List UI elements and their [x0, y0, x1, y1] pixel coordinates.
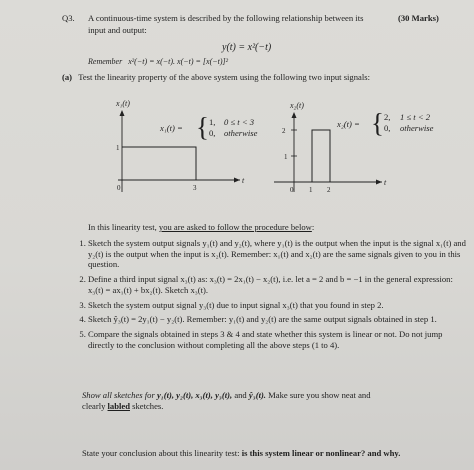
- x1-t-label: t: [242, 176, 245, 185]
- remember-label: Remember: [88, 57, 123, 66]
- x1-xtick-0: 0: [117, 184, 121, 192]
- x2-definition-lhs: x₂(t) =: [337, 119, 360, 129]
- question-marks: (30 Marks): [398, 13, 439, 23]
- x1-definition-lhs: x₁(t) =: [160, 123, 183, 133]
- part-a-label: (a): [62, 72, 73, 82]
- x1-t-axis-arrow: [234, 178, 240, 183]
- x2-ytick-2: 2: [282, 127, 286, 135]
- x2-axis-label: x₂(t): [290, 101, 304, 110]
- system-equation: y(t) = x²(−t): [222, 42, 272, 53]
- x2-amplitude-axis-arrow: [292, 112, 297, 118]
- x2-xtick-1: 1: [309, 186, 313, 194]
- x1-xtick-3: 3: [193, 184, 197, 192]
- procedure-step: 1. Sketch the system output signals y₁(t) and y₂(t), where y₁(t) is the output when the input is the signal x₁(t) and y₂(t) is the output when the input is x₂(t). Remember: x₁(t) and x₂(t) are the same signals given to you in this question.: [88, 238, 468, 270]
- x1-pulse: [122, 147, 196, 180]
- x2-ytick-1: 1: [284, 153, 288, 161]
- x2-case1-value: 2,: [384, 112, 391, 122]
- procedure-step: 4. Sketch ŷ₃(t) = 2y₁(t) − y₂(t). Remember: y₁(t) and y₂(t) are the same output signals obtained in step 1.: [88, 314, 468, 325]
- x2-xtick-2: 2: [327, 186, 331, 194]
- x2-pulse: [312, 130, 330, 182]
- x1-case2-condition: otherwise: [224, 128, 258, 138]
- x2-case1-condition: 1 ≤ t < 2: [400, 112, 431, 122]
- procedure-step: 5. Compare the signals obtained in steps 3 & 4 and state whether this system is linear or not. Do not jump directly to the conclusion without completing all the above steps (1 to 4).: [88, 329, 468, 350]
- x2-t-label: t: [384, 178, 387, 187]
- x1-case1-condition: 0 ≤ t < 3: [224, 117, 255, 127]
- procedure-step: 2. Define a third input signal x₃(t) as: x₃(t) = 2x₁(t) − x₂(t), i.e. let a = 2 and b = −1 in the general expression: x₃(t) = ax₁(t) + bx₂(t). Sketch x₃(t).: [88, 274, 468, 295]
- x2-case2-condition: otherwise: [400, 123, 434, 133]
- part-a-text: Test the linearity property of the above system using the following two input signals:: [78, 72, 370, 82]
- procedure-intro: In this linearity test, you are asked to follow the procedure below:: [88, 222, 315, 232]
- x2-brace: {: [371, 108, 384, 138]
- x1-brace: {: [196, 112, 209, 142]
- x1-case1-value: 1,: [209, 117, 216, 127]
- x2-xtick-0: 0: [290, 186, 294, 194]
- question-intro-line1: A continuous-time system is described by the following relationship between its: [88, 13, 364, 23]
- x1-amplitude-axis-arrow: [120, 110, 125, 116]
- x2-t-axis-arrow: [376, 180, 382, 185]
- x1-ytick-1: 1: [116, 144, 120, 152]
- signal-x1-plot: [100, 92, 260, 202]
- question-intro-line2: input and output:: [88, 25, 147, 35]
- sketch-instructions: Show all sketches for y₁(t), y₂(t), x₃(t), y₃(t), and ŷ₃(t). Make sure you show neat and clearly labled sketches.: [82, 390, 371, 411]
- procedure-steps: [72, 238, 468, 355]
- x1-axis-label: x₁(t): [116, 99, 130, 108]
- conclusion-prompt: State your conclusion about this linearity test: is this system linear or nonlinear? and why.: [82, 448, 401, 458]
- procedure-step: 3. Sketch the system output signal y₃(t) due to input signal x₃(t) that you found in step 2.: [88, 300, 468, 311]
- question-number: Q3.: [62, 13, 75, 23]
- x1-case2-value: 0,: [209, 128, 216, 138]
- remember-equation: x²(−t) = x(−t). x(−t) = [x(−t)]²: [128, 57, 229, 66]
- x2-case2-value: 0,: [384, 123, 391, 133]
